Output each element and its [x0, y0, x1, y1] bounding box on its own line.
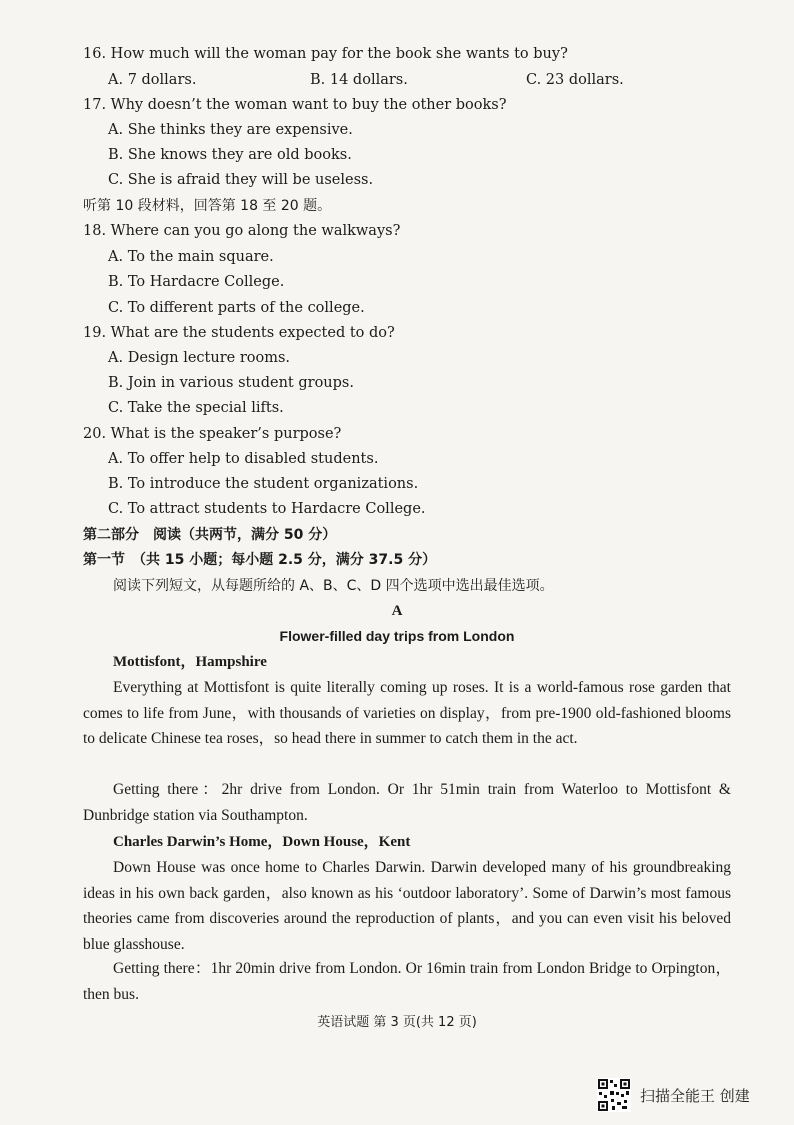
- question-19-stem: 19. What are the students expected to do?: [83, 325, 395, 341]
- question-20-stem: 20. What is the speaker’s purpose?: [83, 426, 342, 442]
- scanner-watermark: 扫描全能王 创建: [640, 1087, 750, 1105]
- question-20-option-b: B. To introduce the student organizations.: [108, 476, 419, 492]
- question-17-option-b: B. She knows they are old books.: [108, 147, 352, 163]
- place-heading-mottisfont: Mottisfont，Hampshire: [113, 654, 267, 670]
- question-19-option-c: C. Take the special lifts.: [108, 400, 284, 416]
- reading-part-title: 第二部分 阅读（共两节，满分 50 分）: [83, 527, 337, 543]
- question-20-option-c: C. To attract students to Hardacre College.: [108, 501, 426, 517]
- reading-instruction: 阅读下列短文，从每题所给的 A、B、C、D 四个选项中选出最佳选项。: [113, 578, 554, 594]
- question-16-option-b: B. 14 dollars.: [310, 72, 408, 88]
- passage-title: Flower-filled day trips from London: [279, 628, 515, 644]
- question-18-option-a: A. To the main square.: [108, 249, 274, 265]
- question-17-stem: 17. Why doesn’t the woman want to buy the other books?: [83, 97, 507, 113]
- listening-instruction-10: 听第 10 段材料，回答第 18 至 20 题。: [83, 198, 332, 214]
- mottisfont-description: Everything at Mottisfont is quite literally coming up roses. It is a world-famous rose garden that comes to life from June，with thousands of varieties on display，from pre-1900 old-fashioned blooms to delicate Chinese tea roses，so head there in summer to catch them in the act.: [83, 679, 731, 748]
- question-18-option-c: C. To different parts of the college.: [108, 300, 365, 316]
- question-17-option-c: C. She is afraid they will be useless.: [108, 172, 374, 188]
- reading-section-title: 第一节 （共 15 小题；每小题 2.5 分，满分 37.5 分）: [83, 552, 437, 568]
- question-16-option-a: A. 7 dollars.: [108, 72, 197, 88]
- place-heading-down-house: Charles Darwin’s Home，Down House，Kent: [113, 834, 411, 850]
- question-18-option-b: B. To Hardacre College.: [108, 274, 285, 290]
- passage-letter: A: [391, 603, 403, 619]
- question-19-option-b: B. Join in various student groups.: [108, 375, 354, 391]
- down-house-description: Down House was once home to Charles Darwin. Darwin developed many of his groundbreaking ideas in his own back garden，also known as his ‘outdoor laboratory’. Some of Darwin’s most famous theories came from discoveries around the reproduction of plants，and you can even visit his beloved blue glasshouse.: [83, 859, 731, 954]
- question-19-option-a: A. Design lecture rooms.: [108, 350, 291, 366]
- question-18-stem: 18. Where can you go along the walkways?: [83, 223, 401, 239]
- page-footer: 英语试题 第 3 页(共 12 页): [317, 1015, 477, 1030]
- question-17-option-a: A. She thinks they are expensive.: [108, 122, 353, 138]
- down-house-getting-there: Getting there：1hr 20min drive from London. Or 16min train from London Bridge to Orpington，then bus.: [83, 960, 731, 1003]
- mottisfont-getting-there: Getting there：2hr drive from London. Or 1hr 51min train from Waterloo to Mottisfont & Dunbridge station via Southampton.: [83, 781, 731, 824]
- question-16-stem: 16. How much will the woman pay for the book she wants to buy?: [83, 46, 568, 62]
- question-20-option-a: A. To offer help to disabled students.: [108, 451, 379, 467]
- qr-code-icon: [597, 1078, 631, 1112]
- question-16-option-c: C. 23 dollars.: [526, 72, 624, 88]
